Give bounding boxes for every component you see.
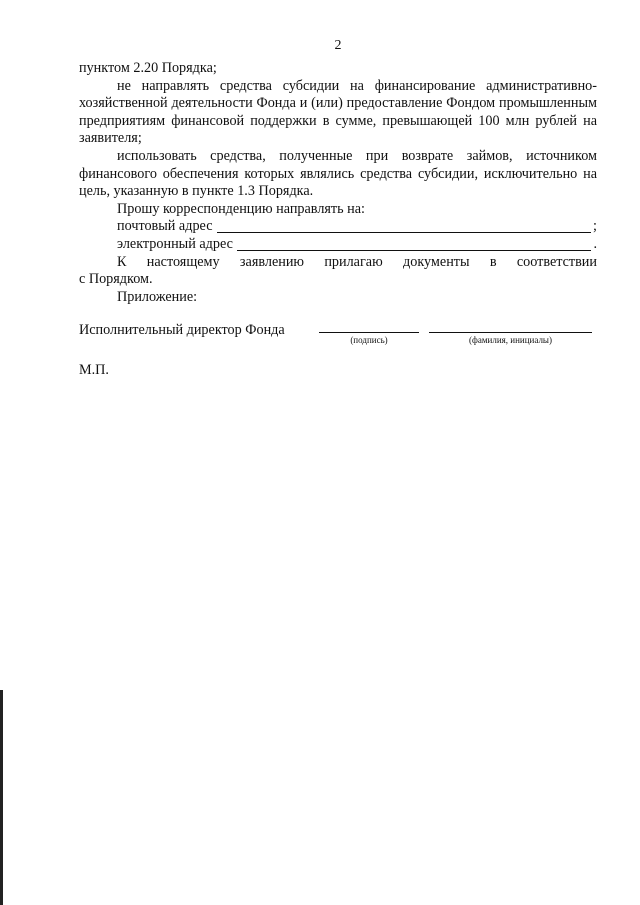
document-body	[79, 60, 597, 306]
name-caption: (фамилия, инициалы)	[469, 335, 552, 345]
paragraph-attachments-line1: К настоящему заявлению прилагаю документы в соответствии	[117, 253, 597, 270]
email-address-field	[79, 236, 597, 254]
paragraph-appendix: Приложение:	[117, 288, 198, 305]
paragraph-loan-returns: использовать средства, полученные при возврате займов, источником финансового обеспечения которых являлись средства субсидии, исключительно на цель, указанную в пункте 1.3 Порядка.	[79, 147, 597, 200]
scan-edge-line	[0, 690, 3, 905]
signature-caption: (подпись)	[350, 335, 388, 345]
name-line	[429, 332, 592, 333]
email-address-label: электронный адрес	[117, 235, 233, 252]
stamp-place: М.П.	[79, 362, 109, 378]
signatory-title: Исполнительный директор Фонда	[79, 322, 285, 338]
paragraph-no-admin-expenses: не направлять средства субсидии на финансирование административно-хозяйственной деятельности Фонда и (или) предоставление Фондом промышленным предприятиям финансовой поддержки в сумме, превышающей 100 млн рублей на заявителя;	[79, 77, 597, 147]
email-address-end: .	[593, 235, 597, 252]
postal-address-label: почтовый адрес	[117, 218, 213, 235]
postal-address-blank	[217, 220, 592, 233]
postal-address-field	[79, 218, 597, 236]
postal-address-end: ;	[593, 218, 597, 235]
signature-block	[79, 322, 599, 362]
paragraph-correspondence: Прошу корреспонденцию направлять на:	[117, 200, 365, 217]
signature-line	[319, 332, 419, 333]
paragraph-continuation: пунктом 2.20 Порядка;	[79, 60, 217, 76]
email-address-blank	[237, 238, 592, 251]
paragraph-attachments-line2: с Порядком.	[79, 271, 153, 288]
page-number: 2	[334, 38, 342, 53]
